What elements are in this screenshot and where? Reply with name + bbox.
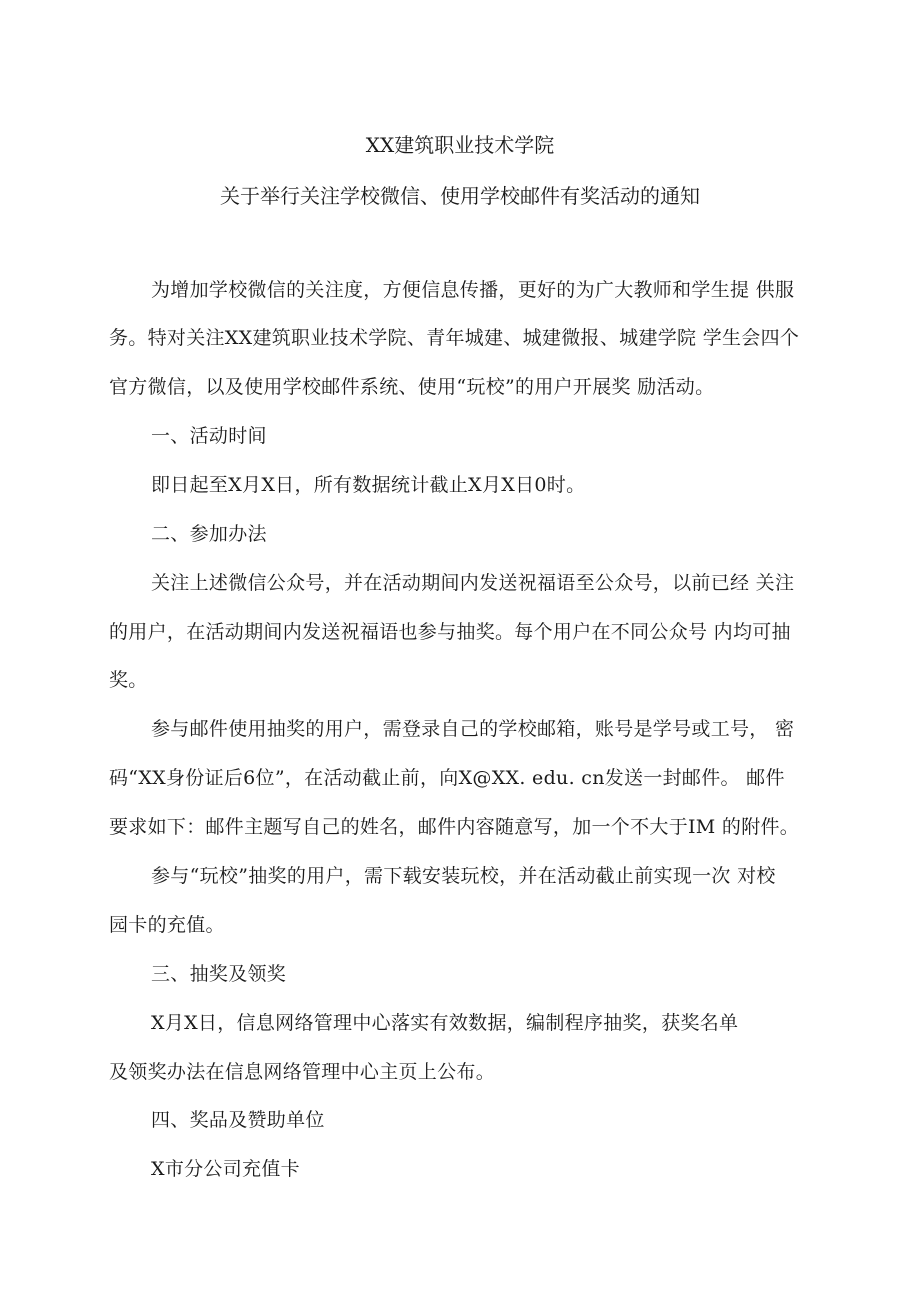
- intro-line-1: 为增加学校微信的关注度，方便信息传播，更好的为广大教师和学生提 供服: [151, 279, 795, 301]
- intro-line-3: 官方微信，以及使用学校邮件系统、使用“玩校”的用户开展奖 励活动。: [109, 376, 715, 398]
- method-p2-line-3: 要求如下：邮件主题写自己的姓名，邮件内容随意写，加一个不大于IM 的附件。: [109, 816, 800, 838]
- method-p1-line-3: 奖。: [109, 669, 148, 691]
- intro-line-2: 务。特对关注XX建筑职业技术学院、青年城建、城建微报、城建学院 学生会四个: [109, 327, 800, 349]
- section-heading-draw: 三、抽奖及领奖: [151, 963, 287, 985]
- method-p3-line-2: 园卡的充值。: [109, 914, 225, 936]
- section-heading-prize: 四、奖品及赞助单位: [151, 1109, 325, 1131]
- method-p1-line-1: 关注上述微信公众号，并在活动期间内发送祝福语至公众号，以前已经 关注: [151, 572, 795, 594]
- section-heading-method: 二、参加办法: [151, 523, 267, 545]
- draw-line-2: 及领奖办法在信息网络管理中心主页上公布。: [109, 1061, 496, 1083]
- method-p2-line-2: 码“XX身份证后6位”，在活动截止前，向X@XX. edu. cn发送一封邮件。 邮件: [109, 767, 785, 789]
- notice-title: 关于举行关注学校微信、使用学校邮件有奖活动的通知: [220, 184, 700, 208]
- section-heading-time: 一、活动时间: [151, 425, 267, 447]
- method-p1-line-2: 的用户，在活动期间内发送祝福语也参与抽奖。每个用户在不同公众号 内均可抽: [109, 621, 791, 643]
- prize-line-1: X市分公司充值卡: [151, 1158, 300, 1180]
- method-p2-line-1: 参与邮件使用抽奖的用户，需登录自己的学校邮箱，账号是学号或工号， 密: [151, 718, 795, 740]
- time-line-1: 即日起至X月X日，所有数据统计截止X月X日0时。: [151, 474, 586, 496]
- draw-line-1: X月X日，信息网络管理中心落实有效数据，编制程序抽奖，获奖名单: [151, 1012, 739, 1034]
- institution-name: XX建筑职业技术学院: [365, 133, 555, 157]
- method-p3-line-1: 参与“玩校”抽奖的用户，需下载安装玩校，并在活动截止前实现一次 对校: [151, 865, 776, 887]
